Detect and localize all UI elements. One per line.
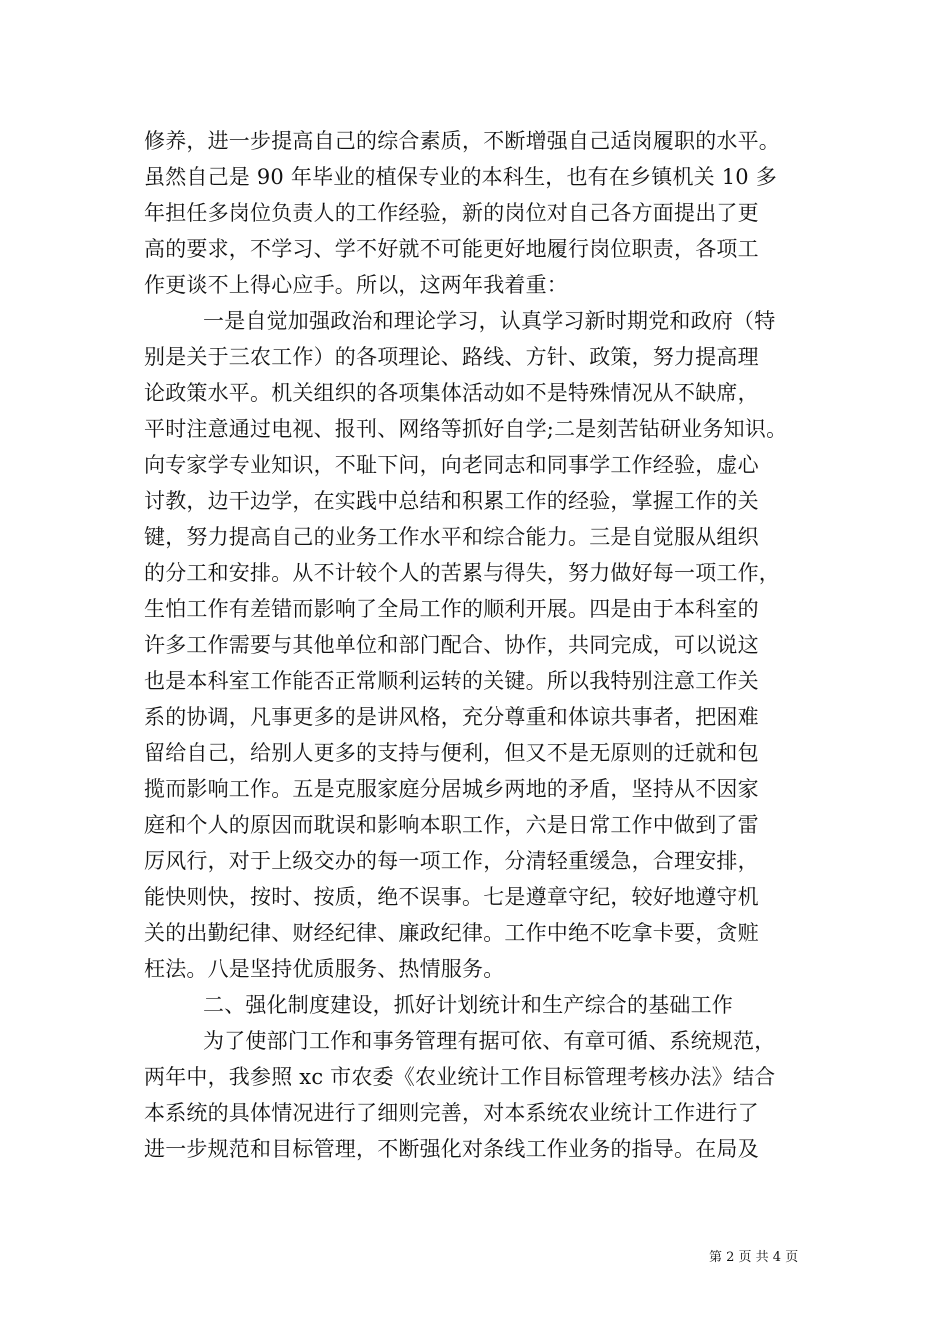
- text-line: 修养，进一步提高自己的综合素质，不断增强自己适岗履职的水平。: [144, 129, 780, 153]
- section-heading: 二、强化制度建设，抓好计划统计和生产综合的基础工作: [203, 993, 733, 1017]
- text-line: 作更谈不上得心应手。所以，这两年我着重：: [144, 273, 568, 297]
- text-line: 本系统的具体情况进行了细则完善，对本系统农业统计工作进行了: [144, 1101, 759, 1125]
- text-line: 平时注意通过电视、报刊、网络等抓好自学;二是刻苦钻研业务知识。: [144, 417, 788, 441]
- text-line: 系的协调，凡事更多的是讲风格，充分尊重和体谅共事者，把困难: [144, 705, 759, 729]
- text-line: 也是本科室工作能否正常顺利运转的关键。所以我特别注意工作关: [144, 669, 759, 693]
- text-line: 许多工作需要与其他单位和部门配合、协作，共同完成，可以说这: [144, 633, 759, 657]
- text-line: 为了使部门工作和事务管理有据可依、有章可循、系统规范，: [203, 1029, 776, 1053]
- text-line: 关的出勤纪律、财经纪律、廉政纪律。工作中绝不吃拿卡要，贪赃: [144, 921, 759, 945]
- text-line: 庭和个人的原因而耽误和影响本职工作，六是日常工作中做到了雷: [144, 813, 759, 837]
- text-line: 论政策水平。机关组织的各项集体活动如不是特殊情况从不缺席，: [144, 381, 759, 405]
- text-line: 生怕工作有差错而影响了全局工作的顺利开展。四是由于本科室的: [144, 597, 759, 621]
- text-line: 别是关于三农工作）的各项理论、路线、方针、政策，努力提高理: [144, 345, 759, 369]
- text-line: 向专家学专业知识，不耻下问，向老同志和同事学工作经验，虚心: [144, 453, 759, 477]
- text-line: 年担任多岗位负责人的工作经验，新的岗位对自己各方面提出了更: [144, 201, 759, 225]
- text-line: 枉法。八是坚持优质服务、热情服务。: [144, 957, 505, 981]
- text-line: 高的要求，不学习、学不好就不可能更好地履行岗位职责，各项工: [144, 237, 759, 261]
- text-line: 虽然自己是 90 年毕业的植保专业的本科生，也有在乡镇机关 10 多: [144, 165, 777, 189]
- text-line: 讨教，边干边学，在实践中总结和积累工作的经验，掌握工作的关: [144, 489, 759, 513]
- text-line: 留给自己，给别人更多的支持与便利，但又不是无原则的迁就和包: [144, 741, 759, 765]
- text-line: 进一步规范和目标管理，不断强化对条线工作业务的指导。在局及: [144, 1137, 759, 1161]
- text-line: 键，努力提高自己的业务工作水平和综合能力。三是自觉服从组织: [144, 525, 759, 549]
- text-line: 揽而影响工作。五是克服家庭分居城乡两地的矛盾，坚持从不因家: [144, 777, 759, 801]
- text-line: 一是自觉加强政治和理论学习，认真学习新时期党和政府（特: [203, 309, 776, 333]
- text-line: 两年中，我参照 xc 市农委《农业统计工作目标管理考核办法》结合: [144, 1065, 776, 1089]
- text-line: 能快则快，按时、按质，绝不误事。七是遵章守纪，较好地遵守机: [144, 885, 759, 909]
- text-line: 的分工和安排。从不计较个人的苦累与得失，努力做好每一项工作，: [144, 561, 780, 585]
- page-number: 第 2 页 共 4 页: [709, 1250, 799, 1265]
- text-line: 厉风行，对于上级交办的每一项工作，分清轻重缓急，合理安排，: [144, 849, 759, 873]
